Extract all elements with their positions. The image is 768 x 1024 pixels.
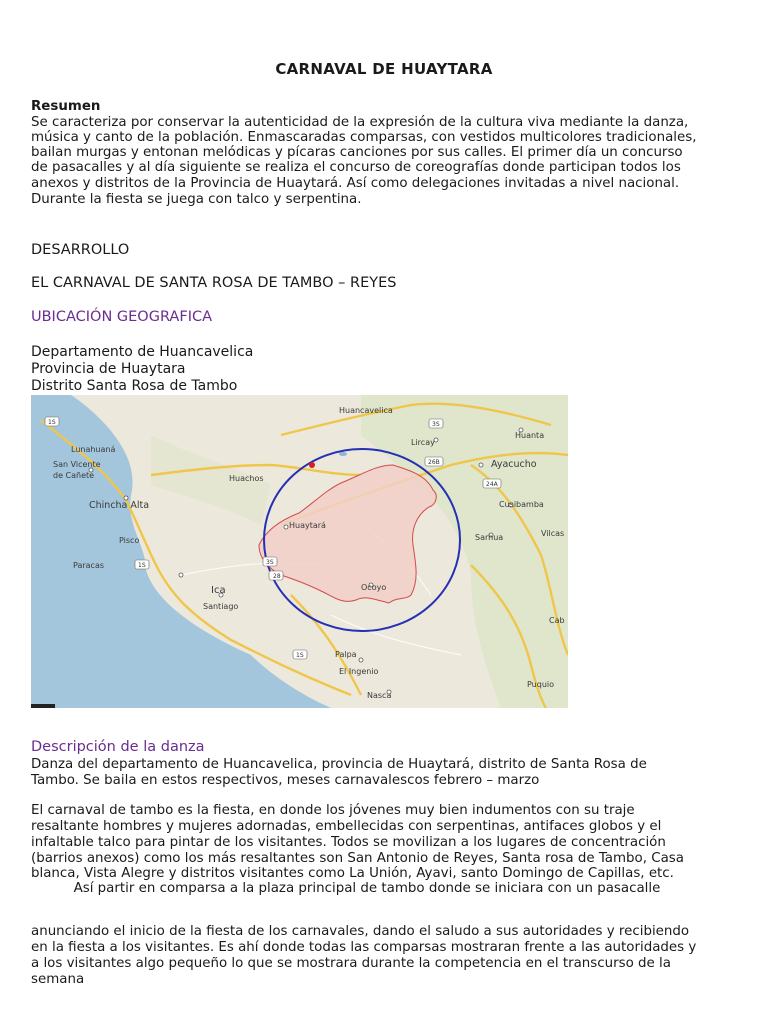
- map-label: Ica: [211, 585, 226, 596]
- map-label: San Vicente: [53, 460, 101, 469]
- resumen-line: música y canto de la población. Enmascaradas comparsas, con vestidos multicolores tradicionales,: [31, 130, 697, 145]
- map-label: Palpa: [335, 650, 357, 659]
- map-label: Cab: [549, 616, 565, 625]
- road-shield: 24A: [486, 481, 498, 488]
- paragraph-line: blanca, Vista Alegre y distritos visitantes como La Unión, Ayavi, santo Domingo de Capillas, etc.: [31, 866, 674, 881]
- paragraph-line: semana: [31, 972, 85, 987]
- map-label: Huanta: [515, 431, 545, 440]
- resumen-heading: Resumen: [31, 99, 101, 114]
- ubicacion-heading: UBICACIÓN GEOGRAFICA: [31, 309, 213, 325]
- location-marker: [309, 462, 315, 468]
- paragraph-line: infaltable talco para pintar de los visitantes. Todos se movilizan a los lugares de concentración: [31, 835, 666, 850]
- location-map: [31, 395, 568, 708]
- map-label: Chincha Alta: [89, 500, 150, 511]
- map-label: Nasca: [367, 691, 392, 700]
- map-label: Huachos: [229, 474, 264, 483]
- map-label: Huancavelica: [339, 406, 393, 415]
- road-shield: 1S: [48, 419, 56, 426]
- map-label: Cusibamba: [499, 500, 544, 509]
- map-label: Santiago: [203, 602, 239, 611]
- resumen-line: Se caracteriza por conservar la autenticidad de la expresión de la cultura viva mediante la danza,: [31, 115, 689, 130]
- paragraph-line: en la fiesta a los visitantes. Es ahí donde todas las comparsas mostraran frente a las autoridades y: [31, 940, 697, 955]
- map-label: Ocoyo: [361, 583, 387, 592]
- resumen-line: anexos y distritos de la Provincia de Huaytará. Así como delegaciones invitadas a nivel nacional.: [31, 176, 680, 191]
- map-label: Puquio: [527, 680, 555, 689]
- map-label: Huaytará: [289, 521, 326, 530]
- resumen-line: de pasacalles y al día siguiente se realiza el concurso de coreografías donde participan todos los: [31, 160, 681, 175]
- paragraph-line: (barrios anexos) como los más resaltantes son San Antonio de Reyes, Santa rosa de Tambo, Casa: [31, 851, 684, 866]
- map-label: Lunahuaná: [71, 445, 116, 454]
- road-shield: 3S: [266, 559, 274, 566]
- paragraph-line: a los visitantes algo pequeño lo que se mostrara durante la competencia en el transcurso de la: [31, 956, 671, 971]
- map-label: Vilcas: [541, 529, 565, 538]
- descripcion-line: Danza del departamento de Huancavelica, provincia de Huaytará, distrito de Santa Rosa de: [31, 757, 647, 772]
- descripcion-line: Tambo. Se baila en estos respectivos, meses carnavalescos febrero – marzo: [31, 773, 540, 788]
- paragraph-line: Así partir en comparsa a la plaza principal de tambo donde se iniciara con un pasacalle: [31, 881, 661, 896]
- road-shield: 1S: [296, 652, 304, 659]
- document-title: CARNAVAL DE HUAYTARA: [275, 60, 493, 78]
- road-shield: 26B: [428, 459, 440, 466]
- map-label: Pisco: [119, 536, 140, 545]
- map-label: Ayacucho: [491, 459, 537, 470]
- desarrollo-heading: DESARROLLO: [31, 242, 130, 258]
- ubicacion-line: Departamento de Huancavelica: [31, 344, 254, 360]
- descripcion-heading: Descripción de la danza: [31, 739, 205, 755]
- map-label: Sarhua: [475, 533, 504, 542]
- map-label: El Ingenio: [339, 667, 379, 676]
- ubicacion-line: Distrito Santa Rosa de Tambo: [31, 378, 238, 394]
- road-shield: 3S: [432, 421, 440, 428]
- resumen-line: Durante la fiesta se juega con talco y serpentina.: [31, 192, 362, 207]
- section-subtitle: EL CARNAVAL DE SANTA ROSA DE TAMBO – REYES: [31, 275, 397, 291]
- road-shield: 1S: [138, 562, 146, 569]
- map-canvas: [31, 395, 568, 708]
- map-label: Paracas: [73, 561, 105, 570]
- resumen-line: bailan murgas y entonan melódicas y pícaras canciones por sus calles. El primer día un concurso: [31, 145, 683, 160]
- map-label: de Cañete: [53, 471, 95, 480]
- map-label: Lircay: [411, 438, 435, 447]
- paragraph-line: resaltante hombres y mujeres adornadas, embellecidas con serpentinas, antifaces globos y el: [31, 819, 662, 834]
- paragraph-line: El carnaval de tambo es la fiesta, en donde los jóvenes muy bien indumentos con su traje: [31, 803, 635, 818]
- road-shield: 28: [273, 573, 281, 580]
- paragraph-line: anunciando el inicio de la fiesta de los carnavales, dando el saludo a sus autoridades y recibiendo: [31, 924, 690, 939]
- ubicacion-line: Provincia de Huaytara: [31, 361, 186, 377]
